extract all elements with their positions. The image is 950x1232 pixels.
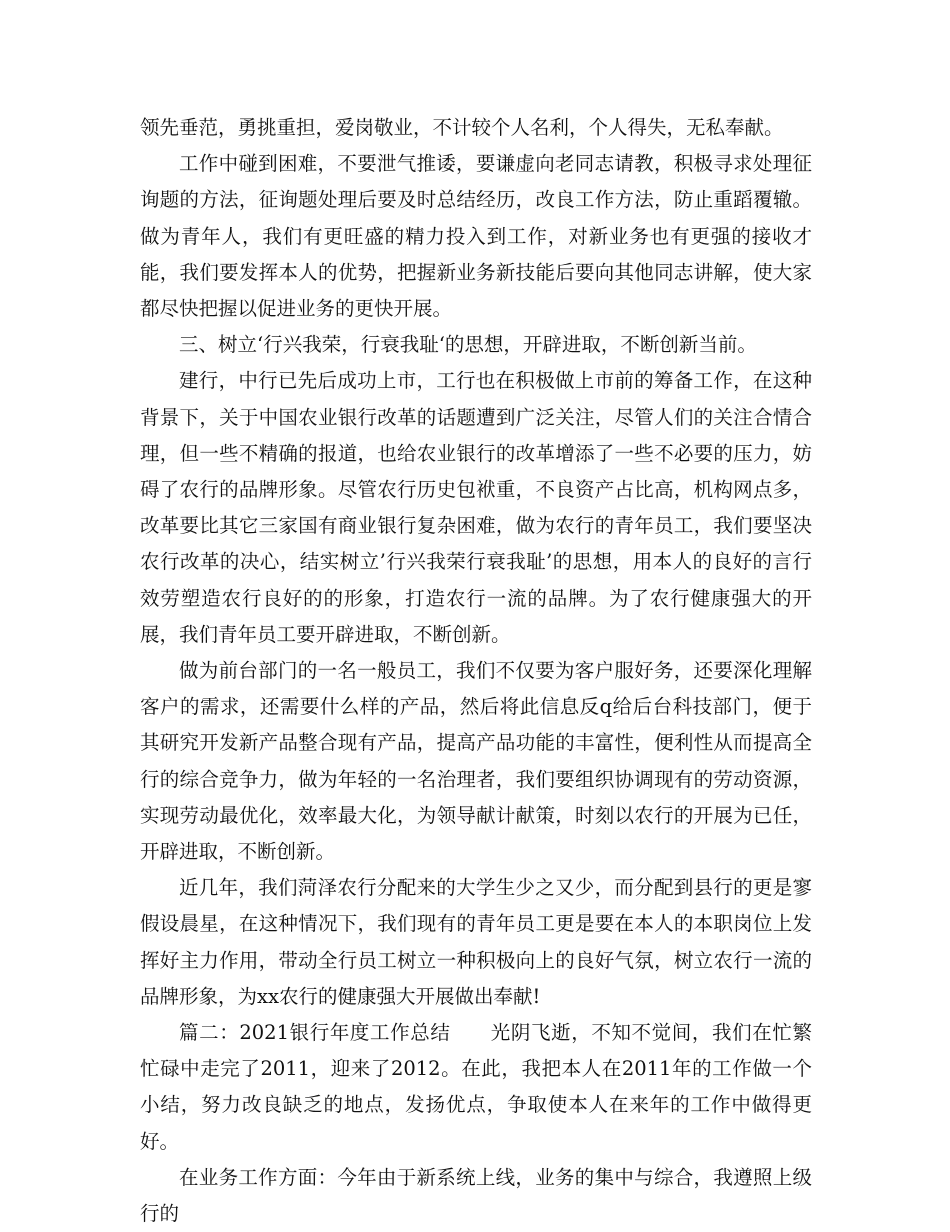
paragraph-4: 建行，中行已先后成功上市，工行也在积极做上市前的筹备工作，在这种背景下，关于中国农业银行改革的话题遭到广泛关注，尽管人们的关注合情合理，但一些不精确的报道，也给农业银行的改革增添了一些不必要的压力，妨碍了农行的品牌形象。尽管农行历史包袱重，不良资产占比高，机构网点多，改革要比其它三家国有商业银行复杂困难，做为农行的青年员工，我们要坚决农行改革的决心，结实树立’行兴我荣行衰我耻’的思想，用本人的良好的言行效劳塑造农行良好的的形象，打造农行一流的品牌。为了农行健康强大的开展，我们青年员工要开辟进取，不断创新。 (140, 369, 812, 646)
paragraph-7: 篇二：2021银行年度工作总结 光阴飞逝，不知不觉间，我们在忙繁忙碌中走完了2011，迎来了2012。在此，我把本人在2011年的工作做一个小结，努力改良缺乏的地点，发扬优点，争取使本人在来年的工作中做得更好。 (140, 1021, 812, 1153)
paragraph-3-heading: 三、树立‘行兴我荣，行衰我耻‘的思想，开辟进取，不断创新当前。 (179, 333, 757, 357)
paragraph-6: 近几年，我们菏泽农行分配来的大学生少之又少，而分配到县行的更是寥假设晨星，在这种情况下，我们现有的青年员工更是要在本人的本职岗位上发挥好主力作用，带动全行员工树立一种积极向上的良好气氛，树立农行一流的品牌形象，为xx农行的健康强大开展做出奉献! (140, 876, 812, 1008)
document-page (140, 110, 812, 1232)
paragraph-5: 做为前台部门的一名一般员工，我们不仅要为客户服好务，还要深化理解客户的需求，还需要什么样的产品，然后将此信息反q给后台科技部门，便于其研究开发新产品整合现有产品，提高产品功能的丰富性，便利性从而提高全行的综合竞争力，做为年轻的一名治理者，我们要组织协调现有的劳动资源，实现劳动最优化，效率最大化，为领导献计献策，时刻以农行的开展为已任，开辟进取，不断创新。 (140, 659, 812, 864)
paragraph-8: 在业务工作方面：今年由于新系统上线，业务的集中与综合，我遵照上级行的 (140, 1165, 812, 1226)
paragraph-1: 领先垂范，勇挑重担，爱岗敬业，不计较个人名利，个人得失，无私奉献。 (140, 116, 784, 139)
paragraph-2: 工作中碰到困难，不要泄气推诿，要谦虚向老同志请教，积极寻求处理征询题的方法，征询题处理后要及时总结经历，改良工作方法，防止重蹈覆辙。做为青年人，我们有更旺盛的精力投入到工作，对新业务也有更强的接收才能，我们要发挥本人的优势，把握新业务新技能后要向其他同志讲解，使大家都尽快把握以促进业务的更快开展。 (140, 152, 812, 321)
